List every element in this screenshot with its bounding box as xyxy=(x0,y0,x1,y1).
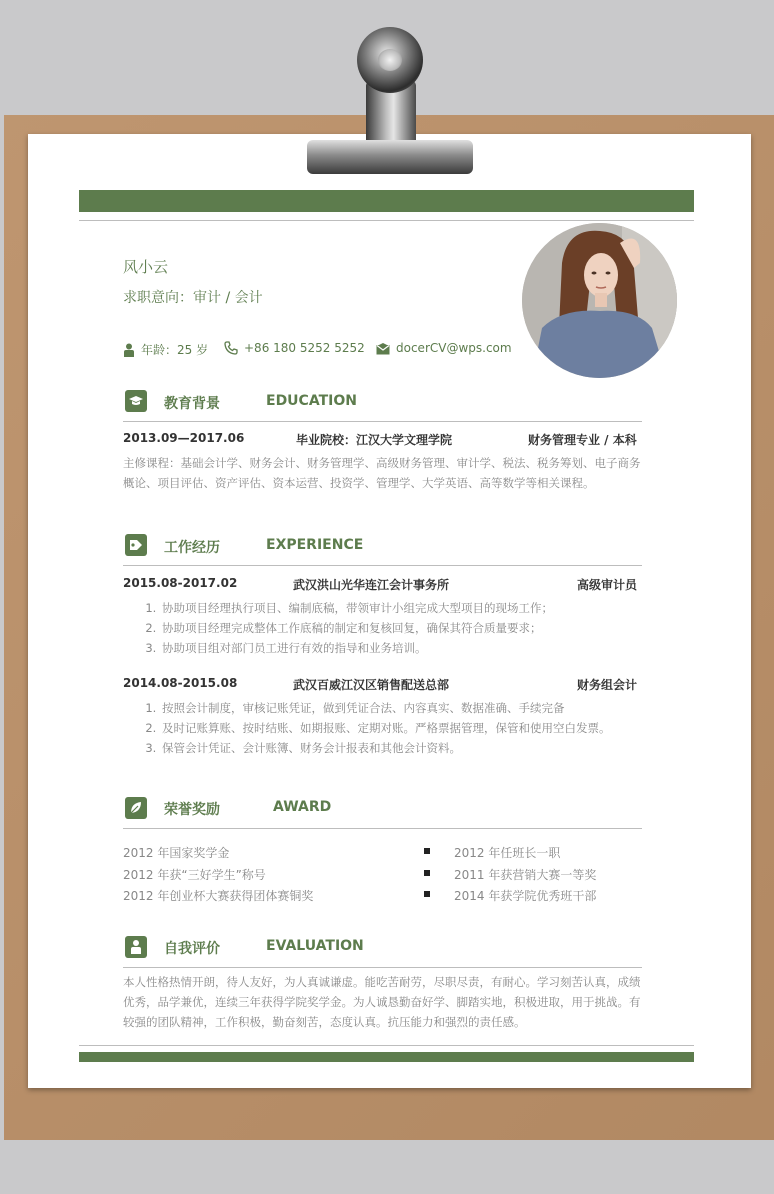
award-item: 2014 年获学院优秀班干部 xyxy=(454,889,597,903)
award-item: 2011 年获营销大赛一等奖 xyxy=(454,868,597,882)
award-divider xyxy=(123,828,642,829)
evaluation-divider xyxy=(123,967,642,968)
award-title-en: AWARD xyxy=(273,799,332,815)
education-school: 毕业院校：江汉大学文理学院 xyxy=(296,433,453,447)
evaluation-text: 本人性格热情开朗，待人友好，为人真诚谦虚。能吃苦耐劳，尽职尽责，有耐心。学习刻苦认真，成绩优秀，品学兼优，连续三年获得学院奖学金。为人诚恳勤奋好学、脚踏实地，积极进取，用于挑战。有较强的团队精神，工作积极，勤奋刻苦，态度认真。抗压能力和强烈的责任感。 xyxy=(123,975,641,1029)
evaluation-icon xyxy=(125,936,147,958)
job-duties xyxy=(125,598,680,658)
person-icon xyxy=(123,343,135,357)
award-icon xyxy=(125,797,147,819)
job-company: 武汉洪山光华连江会计事务所 xyxy=(293,578,450,592)
profile-photo xyxy=(522,223,677,378)
age-info xyxy=(123,341,208,358)
phone-text: +86 180 5252 5252 xyxy=(244,341,365,355)
education-divider xyxy=(123,421,642,422)
duty-item: 1. 协助项目经理执行项目、编制底稿，带领审计小组完成大型项目的现场工作； xyxy=(160,598,680,618)
education-title-en: EDUCATION xyxy=(266,393,357,409)
evaluation-title-en: EVALUATION xyxy=(266,938,364,954)
bottom-band xyxy=(79,1052,694,1062)
candidate-name: 风小云 xyxy=(123,258,169,276)
phone-info xyxy=(224,341,365,355)
job-period: 2014.08-2015.08 xyxy=(123,676,238,690)
duty-item: 2. 及时记账算账、按时结账、如期报账、定期对账。严格票据管理，保管和使用空白发票。 xyxy=(160,718,680,738)
job-intent: 求职意向：审计 / 会计 xyxy=(123,290,263,306)
award-title-cn: 荣誉奖励 xyxy=(164,802,220,818)
email-info xyxy=(376,341,512,355)
bullet-icon xyxy=(424,870,430,876)
award-item: 2012 年获“三好学生”称号 xyxy=(123,868,266,882)
experience-divider xyxy=(123,565,642,566)
duty-item: 3. 保管会计凭证、会计账簿、财务会计报表和其他会计资料。 xyxy=(160,738,680,758)
education-period: 2013.09—2017.06 xyxy=(123,431,245,445)
top-band xyxy=(79,190,694,212)
evaluation-title-cn: 自我评价 xyxy=(164,941,220,957)
job-role: 高级审计员 xyxy=(577,578,638,592)
duty-item: 2. 协助项目经理完成整体工作底稿的制定和复核回复，确保其符合质量要求； xyxy=(160,618,680,638)
experience-icon xyxy=(125,534,147,556)
job-role: 财务组会计 xyxy=(577,678,638,692)
clip-ring xyxy=(357,27,423,93)
email-text: docerCV@wps.com xyxy=(396,341,512,355)
award-item: 2012 年国家奖学金 xyxy=(123,846,230,860)
job-company: 武汉百威江汉区销售配送总部 xyxy=(293,678,450,692)
mail-icon xyxy=(376,343,390,355)
duty-item: 3. 协助项目组对部门员工进行有效的指导和业务培训。 xyxy=(160,638,680,658)
bullet-icon xyxy=(424,891,430,897)
bullet-icon xyxy=(424,848,430,854)
experience-title-cn: 工作经历 xyxy=(164,540,220,556)
age-text: 年龄：25 岁 xyxy=(141,343,209,357)
experience-title-en: EXPERIENCE xyxy=(266,537,364,553)
clip-base xyxy=(307,140,473,174)
top-divider xyxy=(79,220,694,221)
job-period: 2015.08-2017.02 xyxy=(123,576,238,590)
education-major: 财务管理专业 / 本科 xyxy=(528,433,637,447)
education-title-cn: 教育背景 xyxy=(164,396,220,412)
award-item: 2012 年创业杯大赛获得团体赛铜奖 xyxy=(123,889,314,903)
phone-icon xyxy=(224,341,238,355)
education-icon xyxy=(125,390,147,412)
bottom-divider xyxy=(79,1045,694,1046)
job-duties xyxy=(125,698,680,758)
duty-item: 1. 按照会计制度，审核记账凭证，做到凭证合法、内容真实、数据准确、手续完备 xyxy=(160,698,680,718)
award-item: 2012 年任班长一职 xyxy=(454,846,561,860)
education-courses: 主修课程：基础会计学、财务会计、财务管理学、高级财务管理、审计学、税法、税务筹划、电子商务概论、项目评估、资产评估、资本运营、投资学、管理学、大学英语、高等数学等相关课程。 xyxy=(123,456,641,490)
